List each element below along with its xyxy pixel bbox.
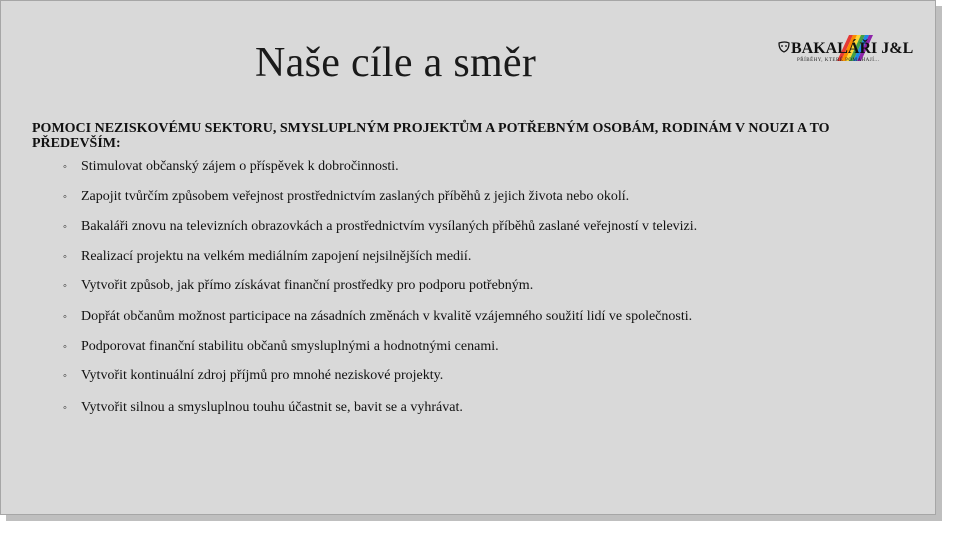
goal-item-text: Stimulovat občanský zájem o příspěvek k dobročinnosti. <box>81 159 399 174</box>
goal-item <box>63 368 443 384</box>
goals-heading: POMOCI NEZISKOVÉMU SEKTORU, SMYSLUPLNÝM PROJEKTŮM A POTŘEBNÝM OSOBÁM, RODINÁM V NOUZI A TO PŘEDEVŠÍM: <box>32 121 830 151</box>
goal-item-text: Dopřát občanům možnost participace na zásadních změnách v kvalitě vzájemného soužití lidí ve společnosti. <box>81 309 693 324</box>
goal-item <box>63 309 692 325</box>
goal-item-text: Zapojit tvůrčím způsobem veřejnost prostřednictvím zaslaných příběhů z jejich života nebo okolí. <box>81 189 630 204</box>
goal-item <box>63 339 499 355</box>
bullet-icon: ◦ <box>63 311 67 323</box>
bullet-icon: ◦ <box>63 370 67 382</box>
bullet-icon: ◦ <box>63 191 67 203</box>
goal-item-text: Podporovat finanční stabilitu občanů smysluplnými a hodnotnými cenami. <box>81 339 499 354</box>
goal-item <box>63 189 629 205</box>
bullet-icon: ◦ <box>63 341 67 353</box>
bullet-icon: ◦ <box>63 402 67 414</box>
slide-title: Naše cíle a směr <box>255 40 537 86</box>
logo-tagline: PŘÍBĚHY, KTERÉ POMÁHAJÍ... <box>797 58 880 63</box>
goal-item-text: Vytvořit silnou a smysluplnou touhu účastnit se, bavit se a vyhrávat. <box>81 400 463 415</box>
goal-item-text: Vytvořit způsob, jak přímo získávat finanční prostředky pro podporu potřebným. <box>81 278 534 293</box>
bullet-icon: ◦ <box>63 280 67 292</box>
goal-item-text: Realizací projektu na velkém mediálním zapojení nejsilnějších medií. <box>81 249 472 264</box>
goal-item <box>63 400 463 416</box>
logo-name: BAKALÁŘI J&L <box>791 40 914 57</box>
goal-item <box>63 159 399 175</box>
bullet-icon: ◦ <box>63 251 67 263</box>
goal-item-text: Vytvořit kontinuální zdroj příjmů pro mnohé neziskové projekty. <box>81 368 444 383</box>
bakalari-logo <box>777 31 917 71</box>
bullet-icon: ◦ <box>63 161 67 173</box>
goal-item <box>63 219 697 235</box>
goal-item <box>63 249 471 265</box>
goal-item <box>63 278 533 294</box>
bullet-icon: ◦ <box>63 221 67 233</box>
goal-item-text: Bakaláři znovu na televizních obrazovkách a prostřednictvím vysílaných příběhů zaslané veřejností v televizi. <box>81 219 698 234</box>
